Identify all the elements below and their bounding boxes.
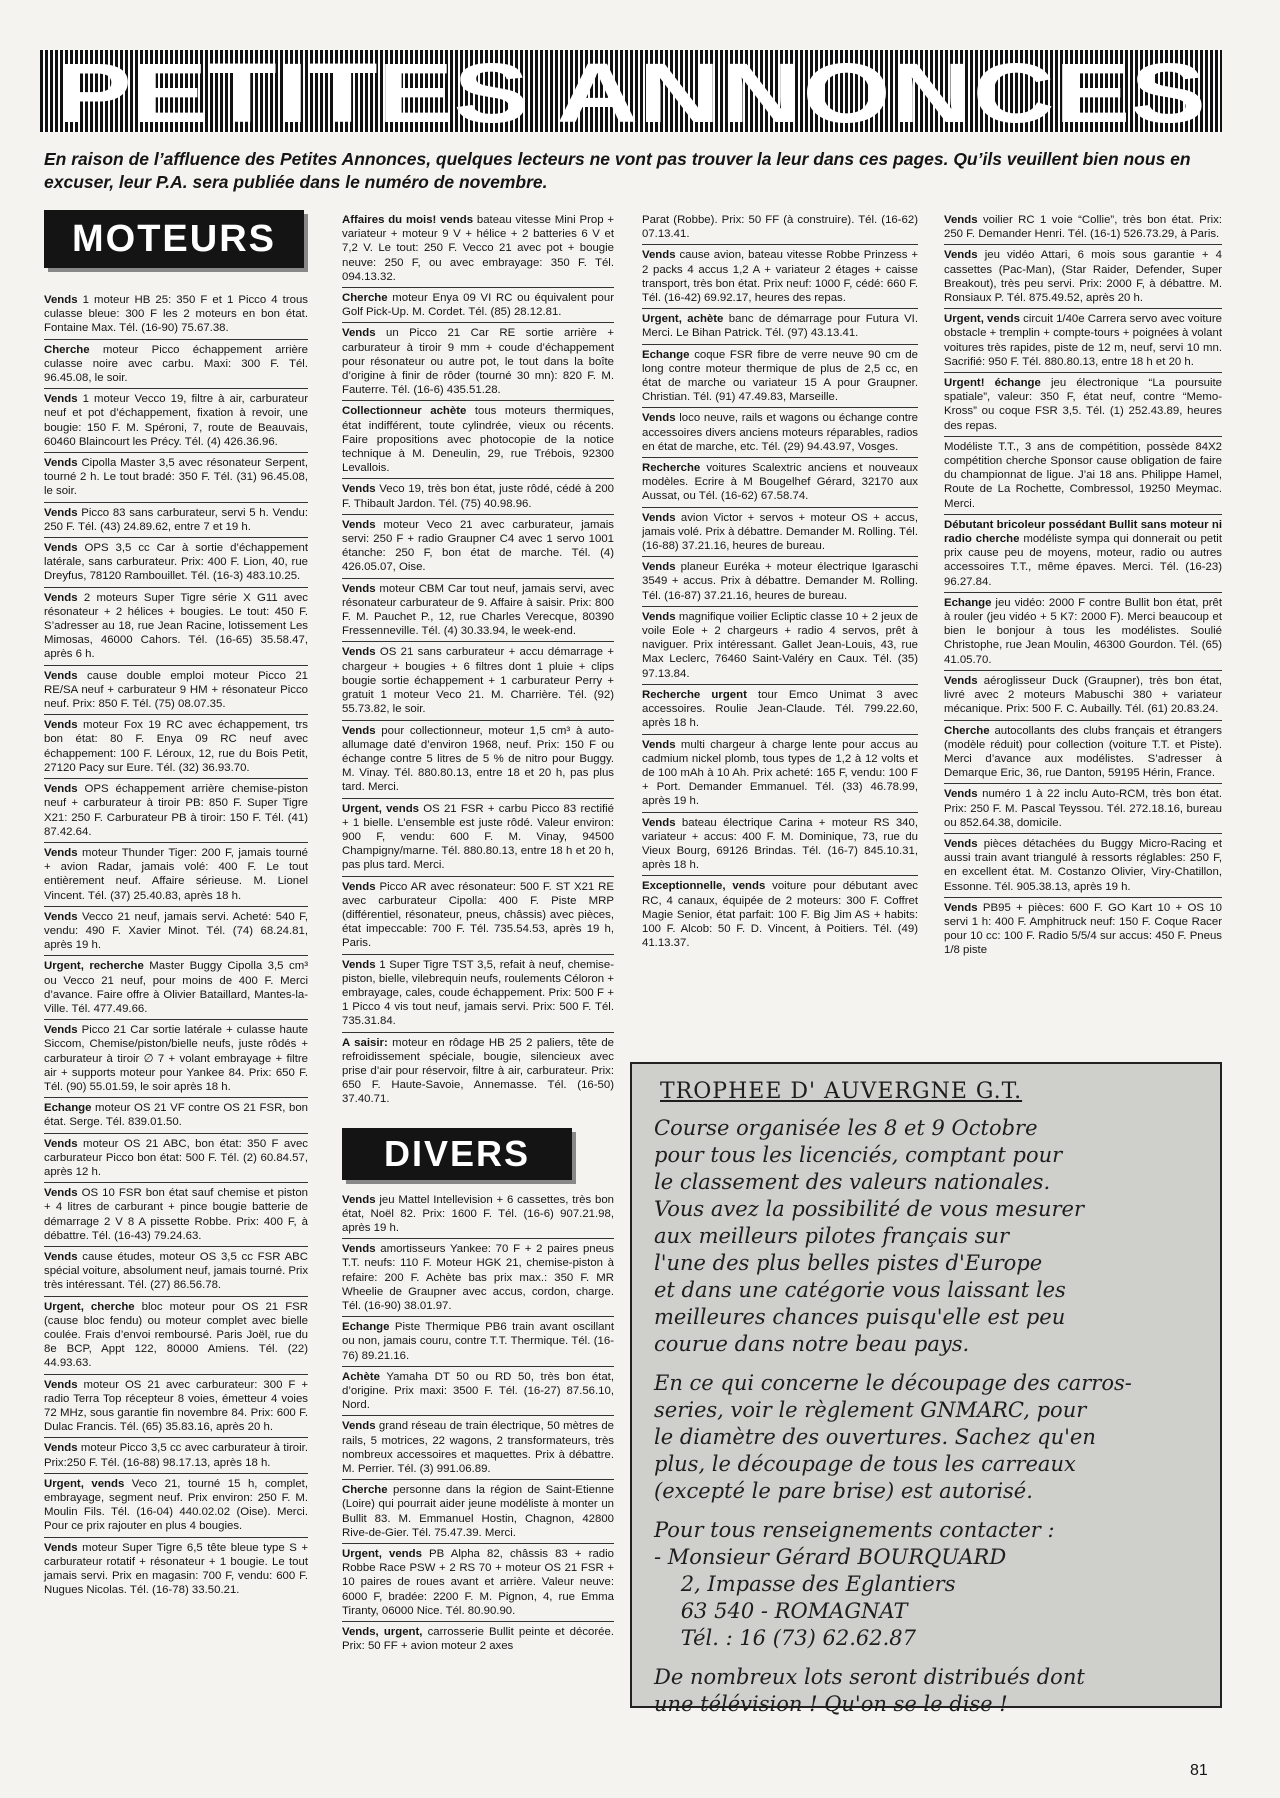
classified-ad (642, 458, 918, 508)
classified-ad (44, 715, 308, 779)
ad-text: coque FSR fibre de verre neuve 90 cm de long contre moteur thermique de plus de 2,5 cc, en état de marche ou variateur 15 A pour Graupner. Christian. Tél. (91) 47.49.83, Marseille. (642, 348, 918, 404)
ad-text: multi chargeur à charge lente pour accus au cadmium nickel plomb, tous types de 1,2 à 12 volts et de 100 mAh à 10 Ah. Prix acheté: 165 F, vendu: 100 F + Port. Demander Emmanuel. Tél. (33) 46.78.99, après 19 h. (642, 738, 918, 808)
ad-keyword: Vends (642, 610, 676, 623)
classified-ad (44, 1474, 308, 1538)
ad-keyword: Vends (44, 846, 78, 859)
classified-ad (342, 1416, 614, 1480)
classified-ad (342, 1190, 614, 1240)
ad-keyword: Vends (944, 249, 978, 262)
classified-ad (342, 955, 614, 1033)
ad-text: grand réseau de train électrique, 50 mètres de rails, 5 motrices, 22 wagons, 2 transformateurs, très nombreux accessoires et maquettes. Prix à débattre. M. Perrier. Tél. (3) 991.06.89. (342, 1420, 614, 1476)
classified-ad (44, 843, 308, 907)
ad-keyword: Urgent, vends (342, 802, 420, 815)
classified-ad (342, 210, 614, 288)
ad-text: Piste Thermique PB6 train avant oscillant ou non, jamais couru, contre T.T. Thermique. Tél. (16-76) 89.21.16. (342, 1321, 614, 1362)
ad-text: moteur Fox 19 RC avec échappement, trs bon état: 80 F. Enya 09 RC neuf avec échappement: 100 F. Léroux, 12, rue du Bois Petit, 27120 Pacy sur Eure. Tél. (32) 36.93.70. (44, 719, 308, 774)
trophee-line: Vous avez la possibilité de vous mesurer (654, 1197, 1084, 1221)
classified-ad (44, 588, 308, 666)
classified-ad (642, 210, 918, 245)
trophee-line: courue dans notre beau pays. (654, 1332, 970, 1356)
ad-keyword: Vends (342, 327, 376, 340)
ad-keyword: Vends (642, 561, 676, 574)
ad-keyword: Achète (342, 1370, 380, 1383)
trophee-line: Course organisée les 8 et 9 Octobre (654, 1116, 1038, 1140)
ad-keyword: Echange (642, 348, 690, 361)
classified-ad (342, 401, 614, 479)
classified-ad (44, 1183, 308, 1247)
ad-text: loco neuve, rails et wagons ou échange contre accessoires divers anciens moteurs réparables, radios en état de marche, etc. Tél. (29) 94.43.97, Vosges. (642, 412, 918, 453)
classified-ad (44, 1438, 308, 1473)
trophee-line: 63 540 - ROMAGNAT (654, 1599, 908, 1623)
ad-text: bloc moteur pour OS 21 FSR (cause bloc fendu) ou moteur complet avec bielle coulée. Frais d’envoi remboursé. Paris Joël, rue du 8e BCP, Appt 122, 80000 Amiens. Tél. (22) 44.93.63. (44, 1300, 308, 1370)
classified-ad (342, 515, 614, 579)
classified-ad (642, 876, 918, 953)
ad-text: pour collectionneur, moteur 1,5 cm³ à auto-allumage daté d’environ 1968, neuf. Prix: 150 F ou échange contre 5 litres de 5 % de nitro pour Buggy. M. Vinay. Tél. 880.80.13, entre 18 et 20 h, pas plus tard. Merci. (342, 724, 614, 794)
classified-ad (944, 309, 1222, 373)
ad-text: moteur OS 21 VF contre OS 21 FSR, bon état. Serge. Tél. 839.01.50. (44, 1102, 308, 1129)
ad-keyword: Vends (44, 1137, 78, 1150)
classified-ad (642, 508, 918, 558)
classified-ad (342, 799, 614, 877)
classified-ad (342, 1317, 614, 1367)
classified-ad (342, 877, 614, 955)
ad-keyword: Affaires du mois! vends (342, 214, 474, 226)
ad-text: tous moteurs thermiques, état indifférent, toute cylindrée, vieux ou récents. Faire propositions avec photocopie de la notice technique à M. Deneulin, 29, rue Trébois, 92300 Levallois. (342, 405, 614, 475)
ad-keyword: Urgent, recherche (44, 960, 144, 973)
trophee-paragraph (654, 1115, 1198, 1358)
ad-keyword: Vends (44, 910, 78, 923)
ad-text: bateau vitesse Mini Prop + variateur + moteur 9 V + hélice + 2 batteries 6 V et 7,2 V. Le tout: 250 F. Vecco 21 avec pot + bougie neuve: 250 F, ou avec embrayage: 350 F. Tél. 094.13.32. (342, 214, 614, 283)
trophee-line: - Monsieur Gérard BOURQUARD (654, 1545, 1007, 1569)
classified-ad (44, 1538, 308, 1601)
classified-ad (44, 538, 308, 588)
classified-list (944, 210, 1222, 961)
ad-keyword: Vends (44, 393, 78, 406)
ad-text: Picco AR avec résonateur: 500 F. ST X21 RE avec carburateur Cipolla: 400 F. Piste MRP (différentiel, résonateur, pneus, châssis) avec pièces, état impeccable: 700 F. Tél. 735.54.53, après 19 h, Paris. (342, 880, 614, 950)
column-3 (642, 210, 918, 953)
ad-keyword: Vends (342, 1243, 376, 1256)
ad-keyword: Vends (642, 249, 676, 262)
ad-text: pièces détachées du Buggy Micro-Racing et aussi train avant triangulé à ressorts réglables: 250 F, en excellent état. M. Costanzo Olivier, Viry-Chatillon, Essonne. Tél. 905.38.13, après 19 h. (944, 837, 1222, 893)
ad-keyword: Vends (44, 719, 78, 732)
ad-keyword: Vends (342, 582, 376, 595)
trophee-line: Tél. : 16 (73) 62.62.87 (654, 1626, 917, 1650)
intro-notice: En raison de l’affluence des Petites Annonces, quelques lecteurs ne vont pas trouver la leur dans ces pages. Qu’ils veuillent bien nous en excuser, leur P.A. sera publiée dans le numéro de novembre. (44, 149, 1191, 192)
svg-text:PETITES ANNONCES: PETITES ANNONCES (56, 50, 1206, 132)
classified-ad (342, 642, 614, 720)
classified-ad (44, 1020, 308, 1098)
ad-text: moteur OS 21 ABC, bon état: 350 F avec carburateur Picco bon état: 500 F. Tél. (2) 60.84.57, après 12 h. (44, 1137, 308, 1178)
ad-text: Vecco 21 neuf, jamais servi. Acheté: 540 F, vendu: 490 F. Xavier Minot. Tél. (74) 68.24.81, après 19 h. (44, 910, 308, 952)
ad-text: jeu vidéo: 2000 F contre Bullit bon état, prêt à rouler (jeu vidéo + 5 K7: 2000 F). Merci beaucoup et bien le bonjour à tous les modélistes. Soulié Christophe, rue Jean Moulin, 46300 Gourdon. Tél. (65) 41.05.70. (944, 596, 1222, 666)
classified-ad (642, 309, 918, 344)
trophee-line: (excepté le pare brise) est autorisé. (654, 1479, 1033, 1503)
trophee-paragraph (654, 1370, 1198, 1505)
ad-keyword: Vends (944, 788, 978, 801)
column-4 (944, 210, 1222, 961)
classified-ad (44, 389, 308, 453)
trophee-line: De nombreux lots seront distribués dont (654, 1665, 1085, 1689)
ad-keyword: Vends (642, 412, 676, 425)
classified-ad (944, 721, 1222, 785)
ad-keyword: Débutant bricoleur possédant Bullit sans moteur ni radio cherche (944, 518, 1222, 546)
classified-ad (944, 834, 1222, 898)
ad-text: numéro 1 à 22 inclu Auto-RCM, très bon état. Prix: 250 F. M. Pascal Teyssou. Tél. 272.18.16, bureau ou 852.64.38, domicile. (944, 788, 1222, 829)
classified-ad (44, 1098, 308, 1133)
trophee-line: 2, Impasse des Eglantiers (654, 1572, 956, 1596)
classified-ad (642, 345, 918, 409)
ad-keyword: Recherche urgent (642, 688, 747, 701)
ad-keyword: Vends (642, 816, 676, 829)
classified-ad (642, 557, 918, 607)
ad-keyword: Vends (44, 294, 78, 306)
classified-ad (944, 245, 1222, 309)
ad-keyword: Echange (944, 596, 992, 609)
trophee-auvergne-notice (630, 1062, 1222, 1716)
ad-keyword: Exceptionnelle, vends (642, 880, 766, 893)
ad-text: moteur Super Tigre 6,5 tête bleue type S + carburateur rotatif + résonateur + 1 bougie. Le tout jamais servi. Prix en magasin: 700 F, vendu: 600 F. Nugues Nicolas. Tél. (16-78) 33.50.21. (44, 1541, 308, 1597)
ad-text: cause études, moteur OS 3,5 cc FSR ABC spécial voiture, absolument neuf, jamais tourné. Prix très intéressant. Tél. (27) 86.56.78. (44, 1250, 309, 1292)
ad-text: jeu Mattel Intellevision + 6 cassettes, très bon état, Noël 82. Prix: 1600 F. Tél. (16-6) 907.21.98, après 19 h. (342, 1193, 614, 1234)
classified-ad (342, 579, 614, 643)
classified-list (342, 210, 614, 1110)
classified-ad (342, 1367, 614, 1417)
classified-ad (44, 907, 308, 957)
ad-text: Yamaha DT 50 ou RD 50, très bon état, d’origine. Prix maxi: 3500 F. Tél. (16-27) 87.56.10, Nord. (342, 1370, 614, 1412)
ad-text: banc de démarrage pour Futura VI. Merci. Le Bihan Patrick. Tél. (97) 43.13.41. (642, 313, 919, 340)
ad-text: Cipolla Master 3,5 avec résonateur Serpent, tourné 2 h. Le tout bradé: 350 F. Tél. (31) 96.45.08, le soir. (44, 457, 308, 498)
ad-keyword: Cherche (44, 343, 90, 356)
ad-text: moteur CBM Car tout neuf, jamais servi, avec résonateur carburateur de 9. Affaire à saisir. Prix: 800 F. M. Pauchet P., 12, rue Charles Verecque, 80390 Fressenneville. Tél. (4) 30.33.94, le week-end. (342, 582, 614, 638)
classified-ad (944, 898, 1222, 961)
ad-keyword: Vends (342, 483, 376, 496)
ad-text: OS 21 sans carburateur + accu démarrage + chargeur + bougies + 6 filtres dont 1 pluie + clips bougie sortie échappement + 1 carburateur Perry + gratuit 1 moteur Veco 21. M. Charrière. Tél. (92) 55.73.82, le soir. (342, 646, 614, 716)
ad-keyword: Vends (342, 518, 376, 531)
classified-ad (342, 479, 614, 514)
classified-ad (944, 373, 1222, 437)
ad-text: 1 moteur Vecco 19, filtre à air, carburateur neuf et pot d’échappement, fixation à revoir, une bougie: 150 F. M. Spéroni, 7, route de Beauvais, 60460 Blaincourt les Précy. Tél. (4) 426.36.96. (44, 393, 308, 448)
ad-text: 1 Super Tigre TST 3,5, refait à neuf, chemise-piston, bielle, vilebrequin neufs, roulements Céloron + embrayage, cales, coude échappement. Prix: 500 F + 1 Picco 4 vis tout neuf, jamais servi. Prix: 500 F. Tél. 735.31.84. (342, 958, 614, 1028)
classified-ad (44, 503, 308, 538)
page-number: 81 (1190, 1762, 1208, 1779)
ad-keyword: Vends (44, 1024, 78, 1037)
ad-text: avion Victor + servos + moteur OS + accus, jamais volé. Prix à débattre. Demander M. Rolling. Tél. (16-88) 37.21.16, heures de bureau. (642, 511, 918, 553)
classified-ad (44, 779, 308, 843)
ad-keyword: Vends (44, 1541, 78, 1554)
classified-ad (642, 735, 918, 813)
trophee-line: et dans une catégorie vous laissant les (654, 1278, 1066, 1302)
ad-keyword: Vends (944, 901, 978, 914)
classified-ad (342, 1239, 614, 1317)
ad-text: planeur Euréka + moteur électrique Igaraschi 3549 + accus. Prix à débattre. Demander M. Rolling. Tél. (16-87) 37.21.16, heures de bureau. (642, 561, 918, 602)
ad-keyword: Vends, urgent, (342, 1626, 423, 1639)
ad-text: voitures Scalextric anciens et nouveaux modèles. Ecrire à M Bougelhef Gérard, 32170 aux Aussat, ou Tél. (16-62) 67.58.74. (642, 462, 918, 503)
ad-keyword: Vends (342, 1193, 376, 1206)
classified-ad (44, 956, 308, 1020)
trophee-line: series, voir le règlement GNMARC, pour (654, 1398, 1087, 1422)
classified-ad (944, 593, 1222, 671)
trophee-contact (654, 1517, 1198, 1652)
ad-text: OS 10 FSR bon état sauf chemise et piston + 4 litres de carburant + pince bougie batterie de démarrage 2 V 8 A pissette Robbe. Prix: 400 F, à débattre. Tél. (16-43) 79.24.63. (44, 1187, 308, 1242)
ad-text: Parat (Robbe). Prix: 50 FF (à construire). Tél. (16-62) 07.13.41. (642, 214, 918, 241)
ad-text: OPS échappement arrière chemise-piston neuf + carburateur à tiroir PB: 850 F. Super Tigre X21: 250 F. Carburateur PB à tiroir: 150 F. Tél. (41) 87.42.64. (44, 783, 308, 838)
ad-text: OS 21 FSR + carbu Picco 83 rectifié + 1 bielle. L’ensemble est juste rôdé. Valeur environ: 900 F, vendu: 600 F. M. Vinay, 94500 Champigny/marne. Tél. 880.80.13, entre 18 h et 20 h, pas plus tard. Merci. (342, 802, 615, 872)
classified-ad (44, 290, 308, 340)
trophee-line: le diamètre des ouvertures. Sachez qu'en (654, 1425, 1096, 1449)
section-heading-divers: DIVERS (342, 1128, 572, 1180)
ad-text: moteur OS 21 avec carburateur: 300 F + radio Terra Top récepteur 8 voies, émetteur 4 voies 72 MHz, sous garantie fin novembre 84. Prix: 600 F. Dulac Francis. Tél. (65) 35.83.16, après 20 h. (44, 1378, 308, 1434)
classified-ad (944, 210, 1222, 245)
trophee-line: pour tous les licenciés, comptant pour (654, 1143, 1063, 1167)
ad-keyword: Vends (342, 1420, 376, 1433)
column-1 (44, 210, 308, 1600)
trophee-line: l'une des plus belles pistes d'Europe (654, 1251, 1043, 1275)
ad-keyword: Vends (44, 669, 78, 682)
ad-text: voiture pour débutant avec RC, 4 canaux, équipée de 2 moteurs: 300 F. Coffret Magie Senior, état parfait: 100 F. Big Jim AS + habits: 100 F. Alcob: 50 F. D. Vincent, à Poitiers. Tél. (49) 41.13.37. (642, 880, 918, 950)
classified-ad (342, 1033, 614, 1110)
ad-keyword: Urgent! échange (944, 377, 1041, 390)
ad-text: voilier RC 1 voie “Collie”, très bon état. Prix: 250 F. Demander Henri. Tél. (16-1) 526.73.29, à Paris. (944, 214, 1222, 241)
ad-keyword: Vends (342, 724, 376, 737)
ad-text: modéliste sympa qui donnerait ou petit prix cause peu de moyens, moteur, radio ou autres accessoires T.T., même épaves. Merci. Tél. (16-23) 96.27.84. (944, 533, 1223, 588)
petites-annonces-banner (40, 50, 1222, 132)
ad-text: Veco 21, tourné 15 h, complet, embrayage, segment neuf. Prix environ: 250 F. M. Moulin Fils. Tél. (16-04) 440.02.02 (Oise). Merci. Pour ce prix rajouter en plus 4 bougies. (44, 1477, 308, 1533)
classified-ad (944, 671, 1222, 721)
classified-ad (642, 408, 918, 458)
column-2 (342, 210, 614, 1656)
trophee-line: aux meilleurs pilotes français sur (654, 1224, 1009, 1248)
banner-logo (40, 50, 1222, 132)
ad-keyword: Recherche (642, 462, 701, 475)
classified-ad (642, 813, 918, 877)
ad-text: carrosserie Bullit peinte et décorée. Prix: 50 FF + avion moteur 2 axes (342, 1626, 614, 1653)
ad-text: magnifique voilier Ecliptic classe 10 + 2 jeux de voile Eole + 2 chargeurs + radio 4 servos, prêt à naviguer. Prix intéressant. Gallet Jean-Louis, 43, rue Max Leclerc, 76460 Saint-Valéry en Caux. Tél. (35) 97.13.84. (642, 610, 918, 680)
ad-text: moteur Thunder Tiger: 200 F, jamais tourné + avion Radar, jamais volé: 400 F. Le tout entièrement neuf. Affaire sérieuse. M. Lionel Vincent. Tél. (37) 25.40.83, après 18 h. (44, 846, 308, 902)
trophee-line: plus, le découpage de tous les carreaux (654, 1452, 1076, 1476)
ad-text: Picco 21 Car sortie latérale + culasse haute Siccom, Chemise/piston/bielle neufs, juste rôdés + carburateur à tiroir ∅ 7 + volant embrayage + filtre air + supports moteur pour Yankee 84. Prix: 650 F. Tél. (90) 55.01.59, le soir après 18 h. (44, 1024, 308, 1093)
ad-keyword: Echange (44, 1102, 92, 1115)
classified-list (44, 290, 308, 1600)
trophee-line: En ce qui concerne le découpage des carros- (654, 1371, 1132, 1395)
classified-ad (642, 245, 918, 309)
ad-keyword: Collectionneur achète (342, 405, 467, 418)
ad-keyword: Vends (342, 880, 376, 893)
ad-text: 2 moteurs Super Tigre série X G11 avec résonateur + 2 hélices + bougies. Le tout: 450 F. S’adresser au 18, rue Jean Racine, lotissement Les Mimosas, 46000 Cahors. Tél. (16-65) 35.58.47, après 6 h. (44, 591, 308, 661)
ad-keyword: Echange (342, 1321, 390, 1334)
ad-text: Veco 19, très bon état, juste rôdé, cédé à 200 F. Thibault Jardon. Tél. (75) 40.98.96. (342, 483, 614, 510)
ad-text: PB Alpha 82, châssis 83 + radio Robbe Race PSW + 2 RS 70 + moteur OS 21 FSR + 10 paires de roues avant et arrière. Valeur neuve: 6000 F, bradée: 2200 F. M. Pignon, 4, rue Emma Tiranty, 06000 Nice. Tél. 80.90.90. (342, 1548, 614, 1617)
classified-ad (342, 288, 614, 323)
classified-ad (44, 666, 308, 716)
ad-text: autocollants des clubs français et étrangers (modèle réduit) pour collection (voiture T.T. et Piste). Merci d’avance aux modélistes. S’adresser à Demarque Eric, 36, rue Danton, 59195 Hérin, France. (944, 724, 1222, 780)
classified-ad (44, 1134, 308, 1184)
ad-text: jeu électronique “La poursuite spatiale”, valeur: 350 F, état neuf, contre “Memo-Kross” ou coque FSR 3,5. Tél. (1) 252.43.89, heures des repas. (944, 377, 1222, 432)
classified-ad (44, 1247, 308, 1297)
classified-ad (44, 1297, 308, 1375)
ad-text: tour Emco Unimat 3 avec accessoires. Roulie Jean-Claude. Tél. 799.22.60, après 18 h. (642, 688, 918, 730)
ad-keyword: Cherche (342, 292, 388, 305)
ad-text: circuit 1/40e Carrera servo avec voiture obstacle + tremplin + compte-tours + poignées à volant voitures très rapides, piste de 12 m, neuf, servi 10 mn. Sacrifié: 950 F. Tél. 880.80.13, entre 18 h et 20 h. (944, 313, 1222, 368)
trophee-line: Pour tous renseignements contacter : (654, 1518, 1055, 1542)
classified-ad (342, 1480, 614, 1544)
ad-text: un Picco 21 Car RE sortie arrière + carburateur à tiroir 9 mm + coude d’échappement pour résonateur ou autre pot, le tout dans la boîte d’origine à finir de rôder (tourné 30 mn): 820 F. M. Fauterre. Tél. (16-6) 435.51.28. (342, 327, 614, 397)
classified-ad (342, 1544, 614, 1622)
classified-ad (944, 437, 1222, 515)
trophee-title: TROPHEE D' AUVERGNE G.T. (660, 1079, 1023, 1104)
ad-text: aéroglisseur Duck (Graupner), très bon état, livré avec 2 moteurs Mabuschi 380 + variateur mécanique. Prix: 500 F. C. Aubailly. Tél. (61) 20.83.24. (944, 674, 1222, 716)
ad-keyword: Vends (642, 738, 676, 751)
classified-ad (642, 685, 918, 735)
ad-text: OPS 3,5 cc Car à sortie d’échappement latérale, sans carburateur. Prix: 400 F. Lion, 40, rue Dreyfus, 78120 Rambouillet. Tél. (16-3) 483.10.25. (44, 542, 308, 583)
ad-keyword: Vends (44, 1442, 78, 1455)
ad-text: personne dans la région de Saint-Etienne (Loire) qui pourrait aider jeune modéliste à monter un Bullit 83. M. Emmanuel Hostin, Chagnon, 42800 Rive-de-Gier. Tél. 75.47.39. Merci. (342, 1484, 614, 1539)
ad-keyword: Vends (642, 511, 676, 524)
ad-keyword: Cherche (342, 1484, 388, 1497)
ad-keyword: Vends (944, 214, 978, 226)
ad-text: jeu vidéo Attari, 6 mois sous garantie + 4 cassettes (Pac-Man), (Star Raider, Defender, Super Breakout), très peu servi. Prix: 2000 F, à débattre. M. Ronsiaux P. Tél. 875.49.52, après 20 h. (944, 249, 1222, 305)
trophee-line: une télévision ! Qu'on se le dise ! (654, 1692, 1008, 1716)
ad-keyword: A saisir: (342, 1036, 388, 1049)
section-heading-moteurs: MOTEURS (44, 210, 304, 268)
ad-keyword: Vends (44, 591, 78, 604)
classified-ad (44, 1375, 308, 1439)
ad-keyword: Vends (44, 1250, 78, 1263)
classified-ad (944, 515, 1222, 593)
ad-text: moteur Veco 21 avec carburateur, jamais servi: 250 F + radio Graupner C4 avec 1 servo 1001 étanche: 250 F, bon état de marche. Tél. (4) 426.05.07, Oise. (342, 518, 614, 574)
classified-ad (342, 1622, 614, 1656)
ad-keyword: Vends (342, 646, 376, 659)
classified-ad (342, 323, 614, 401)
ad-keyword: Vends (44, 1187, 78, 1200)
classified-list (642, 210, 918, 953)
ad-text: moteur Enya 09 VI RC ou équivalent pour Golf Pick-Up. M. Cordet. Tél. (85) 28.12.81. (342, 292, 614, 319)
ad-keyword: Vends (44, 506, 78, 519)
ad-keyword: Vends (44, 542, 78, 555)
trophee-line: le classement des valeurs nationales. (654, 1170, 1051, 1194)
trophee-paragraph (654, 1664, 1198, 1718)
ad-keyword: Urgent, vends (944, 313, 1020, 326)
ad-text: moteur Picco 3,5 cc avec carburateur à tiroir. Prix:250 F. Tél. (16-88) 98.17.13, après 18 h. (44, 1442, 308, 1469)
classified-ad (342, 721, 614, 799)
ad-text: amortisseurs Yankee: 70 F + 2 paires pneus T.T. neufs: 110 F. Moteur HGK 21, chemise-piston à refaire: 200 F. Achète bas prix max.: 350 F. MR Wheelie de Graupner avec accus, cordon, charge. Tél. (16-90) 38.01.97. (342, 1243, 614, 1312)
ad-text: Modéliste T.T., 3 ans de compétition, possède 84X2 compétition cherche Sponsor cause obligation de faire du championnat de ligue. J’ai 18 ans. Philippe Hamel, Route de La Rochette, Combressol, 19250 Meymac. Merci. (944, 440, 1222, 510)
ad-keyword: Vends (44, 1378, 78, 1391)
ad-keyword: Vends (44, 783, 78, 796)
ad-text: PB95 + pièces: 600 F. GO Kart 10 + OS 10 servi 1 h: 400 F. Amphitruck neuf: 150 F. Coque Racer pour 10 cc: 100 F. Radio 5/5/4 sur accus: 450 F. Pneus 1/8 piste (944, 901, 1222, 957)
ad-text: moteur en rôdage HB 25 2 paliers, tête de refroidissement spéciale, bougie, silencieux avec prise d’air pour réservoir, filtre à air, carburateur. Prix: 650 F. Haute-Savoie, Annemasse. Tél. (16-50) 37.40.71. (342, 1036, 614, 1106)
ad-text: Picco 83 sans carburateur, servi 5 h. Vendu: 250 F. Tél. (43) 24.89.62, entre 7 et 19 h. (44, 506, 308, 533)
classified-ad (642, 607, 918, 685)
ad-text: bateau électrique Carina + moteur RS 340, variateur + accus: 400 F. M. Dominique, 73, rue du Vieux Bourg, 69126 Brindas. Tél. (16-7) 845.10.31, après 18 h. (642, 816, 918, 872)
ad-keyword: Vends (44, 457, 78, 470)
ad-keyword: Vends (342, 958, 376, 971)
classified-ad (944, 784, 1222, 834)
ad-keyword: Urgent, vends (342, 1548, 422, 1561)
ad-keyword: Vends (944, 837, 978, 850)
ad-text: cause avion, bateau vitesse Robbe Prinzess + 2 packs 4 accus 1,2 A + variateur 2 étages + caisse transport, très bon état. Prix neuf: 1000 F, cédé: 660 F. Tél. (16-42) 69.92.17, heures des repas. (642, 249, 918, 305)
ad-text: cause double emploi moteur Picco 21 RE/SA neuf + carburateur 9 HM + résonateur Picco neuf. Prix: 850 F. Tél. (75) 08.07.35. (44, 669, 308, 711)
classified-ad (44, 340, 308, 390)
ad-keyword: Urgent, vends (44, 1477, 125, 1490)
ad-text: 1 moteur HB 25: 350 F et 1 Picco 4 trous culasse bleue: 300 F les 2 moteurs en bon état. Fontaine Max. Tél. (16-90) 75.67.38. (44, 294, 308, 335)
ad-text: Master Buggy Cipolla 3,5 cm³ ou Vecco 21 neuf, pour moins de 400 F. Merci d’avance. Faire offre à Olivier Bataillard, Mantes-la-Ville. Tél. 477.49.66. (44, 960, 308, 1015)
classified-ad (44, 453, 308, 503)
classified-list (342, 1190, 614, 1657)
ad-keyword: Cherche (944, 724, 990, 737)
ad-keyword: Urgent, cherche (44, 1300, 135, 1313)
ad-keyword: Urgent, achète (642, 313, 724, 326)
ad-keyword: Vends (944, 674, 978, 687)
ad-text: moteur Picco échappement arrière culasse noire avec carbu. Maxi: 300 F. Tél. 96.45.08, le soir. (44, 343, 308, 385)
trophee-line: meilleures chances puisqu'elle est peu (654, 1305, 1066, 1329)
